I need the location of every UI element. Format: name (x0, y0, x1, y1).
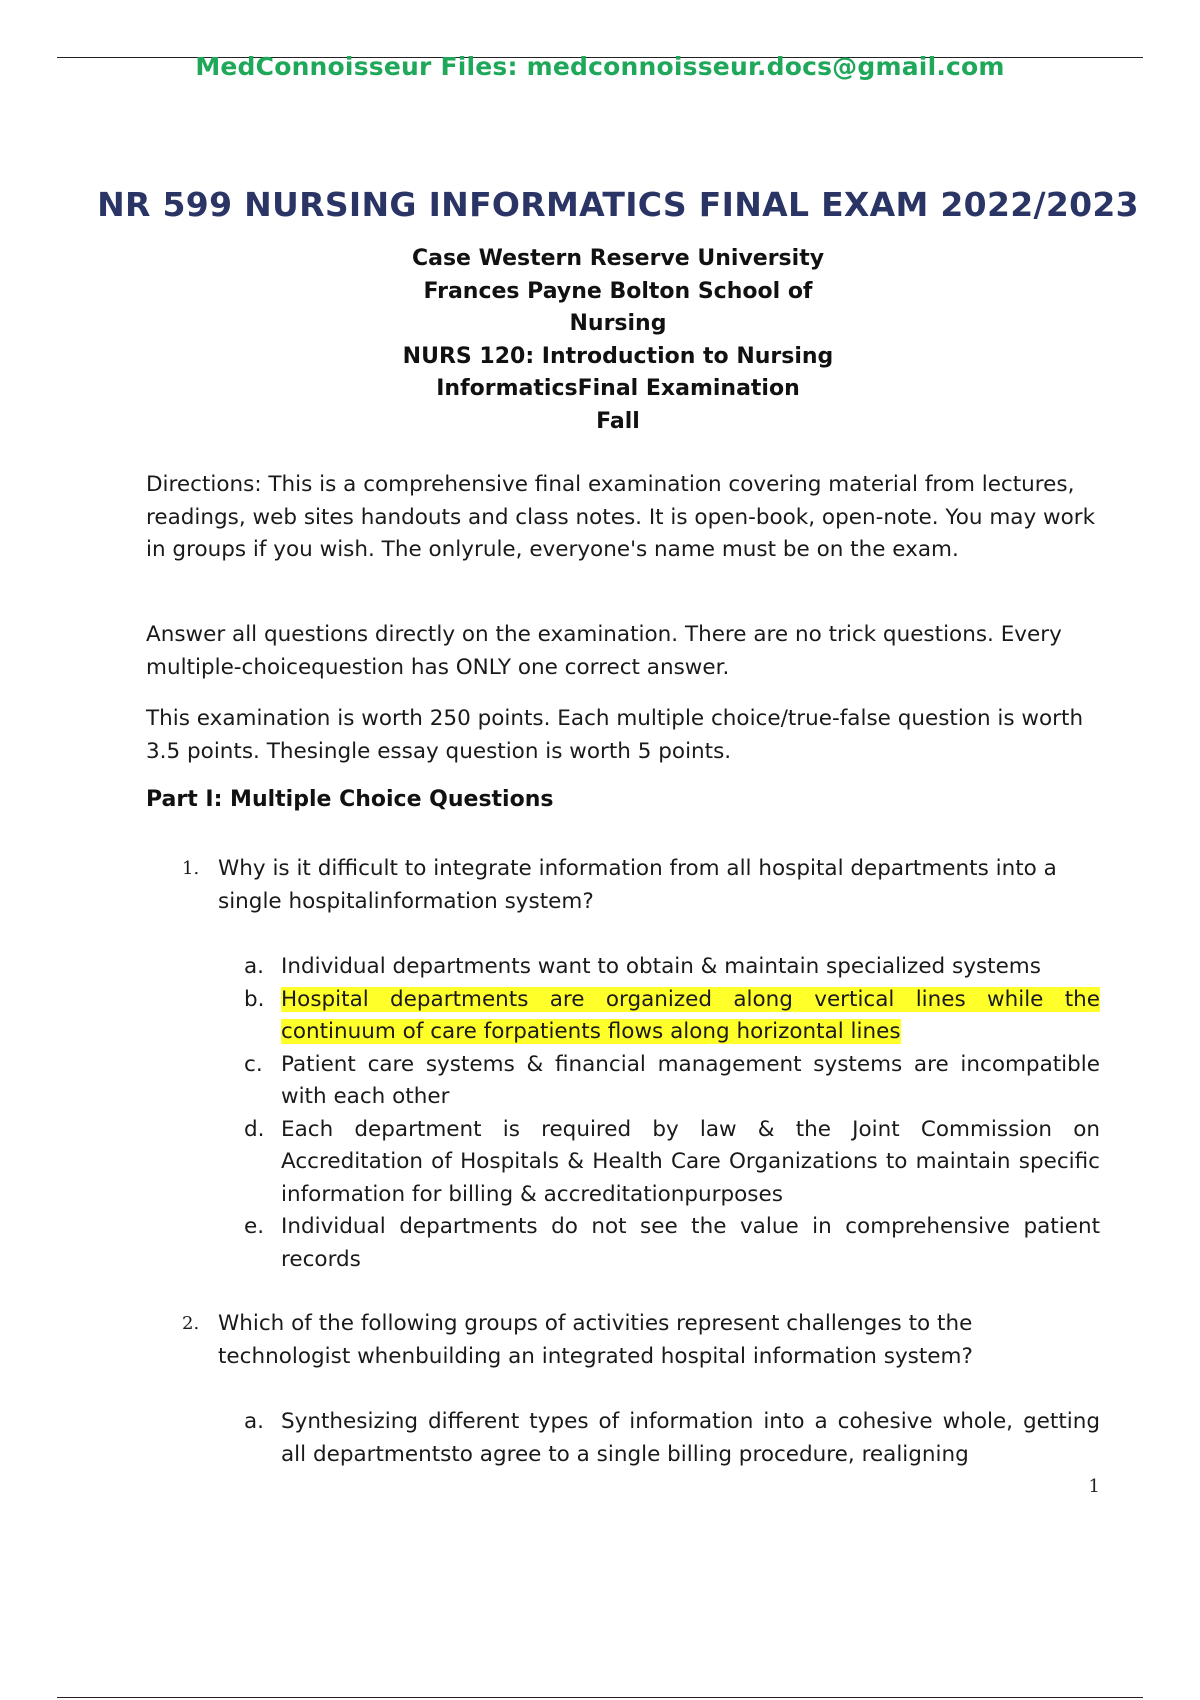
option-text: Each department is required by law & the Joint Commission on Accreditation of Hospitals & Health Care Organizations to maintain specific information for billing & accreditationpurposes (281, 1116, 1100, 1207)
question-number: 2. (182, 1313, 200, 1334)
question-2-options (244, 1406, 1100, 1471)
part-heading: Part I: Multiple Choice Questions (146, 787, 554, 812)
subtitle-line: InformaticsFinal Examination (436, 376, 800, 401)
option-text: Individual departments want to obtain & maintain specialized systems (281, 954, 1041, 979)
directions-paragraph: Directions: This is a comprehensive final examination covering material from lectures, readings, web sites handouts and class notes. It is open-book, open-note. You may work in groups if you wish. The onlyrule, everyone's name must be on the exam. (146, 472, 1096, 562)
watermark-header: MedConnoisseur Files: medconnoisseur.docs@gmail.com (195, 52, 1005, 81)
option-text: Patient care systems & financial management systems are incompatible with each other (281, 1051, 1100, 1109)
footer-rule (57, 1697, 1143, 1698)
subtitle-line: Fall (596, 408, 640, 434)
question-text: Which of the following groups of activities represent challenges to the technologist whenbuilding an integrated hospital information system? (218, 1311, 973, 1369)
subtitle-line: NURS 120: Introduction to Nursing (402, 343, 834, 369)
option-item (244, 1406, 1100, 1471)
option-item (244, 1211, 1100, 1276)
option-letter: a. (244, 954, 265, 979)
subtitle-line: Frances Payne Bolton School of (423, 278, 813, 304)
question-text: Why is it difficult to integrate information from all hospital departments into a single hospitalinformation system? (218, 856, 1057, 914)
question-number: 1. (182, 858, 200, 879)
instructions-paragraph: Answer all questions directly on the examination. There are no trick questions. Every multiple-choicequestion has ONLY one correct answer. (146, 622, 1062, 680)
page-number: 1 (1088, 1476, 1100, 1497)
option-item (244, 1114, 1100, 1212)
option-letter: b. (244, 986, 265, 1012)
option-text: Individual departments do not see the value in comprehensive patient records (281, 1214, 1100, 1272)
option-item (244, 1049, 1100, 1114)
option-letter: e. (244, 1214, 265, 1239)
course-info-block (0, 243, 1200, 438)
option-item-highlighted (244, 984, 1100, 1049)
document-title: NR 599 NURSING INFORMATICS FINAL EXAM 2022/2023 (97, 185, 1139, 224)
points-paragraph: This examination is worth 250 points. Each multiple choice/true-false question is worth 3.5 points. Thesingle essay question is worth 5 points. (146, 706, 1084, 764)
subtitle-line: Nursing (569, 311, 667, 336)
option-letter: c. (244, 1051, 263, 1077)
subtitle-line: Case Western Reserve University (411, 246, 825, 271)
question-1-options (244, 951, 1100, 1276)
option-item (244, 951, 1100, 984)
option-letter: a. (244, 1409, 265, 1434)
option-letter: d. (244, 1116, 265, 1142)
option-text: Synthesizing different types of information into a cohesive whole, getting all departmentsto agree to a single billing procedure, realigning (281, 1409, 1100, 1467)
highlighted-answer-text: Hospital departments are organized along vertical lines while the continuum of care forpatients flows along horizontal lines (281, 986, 1100, 1044)
